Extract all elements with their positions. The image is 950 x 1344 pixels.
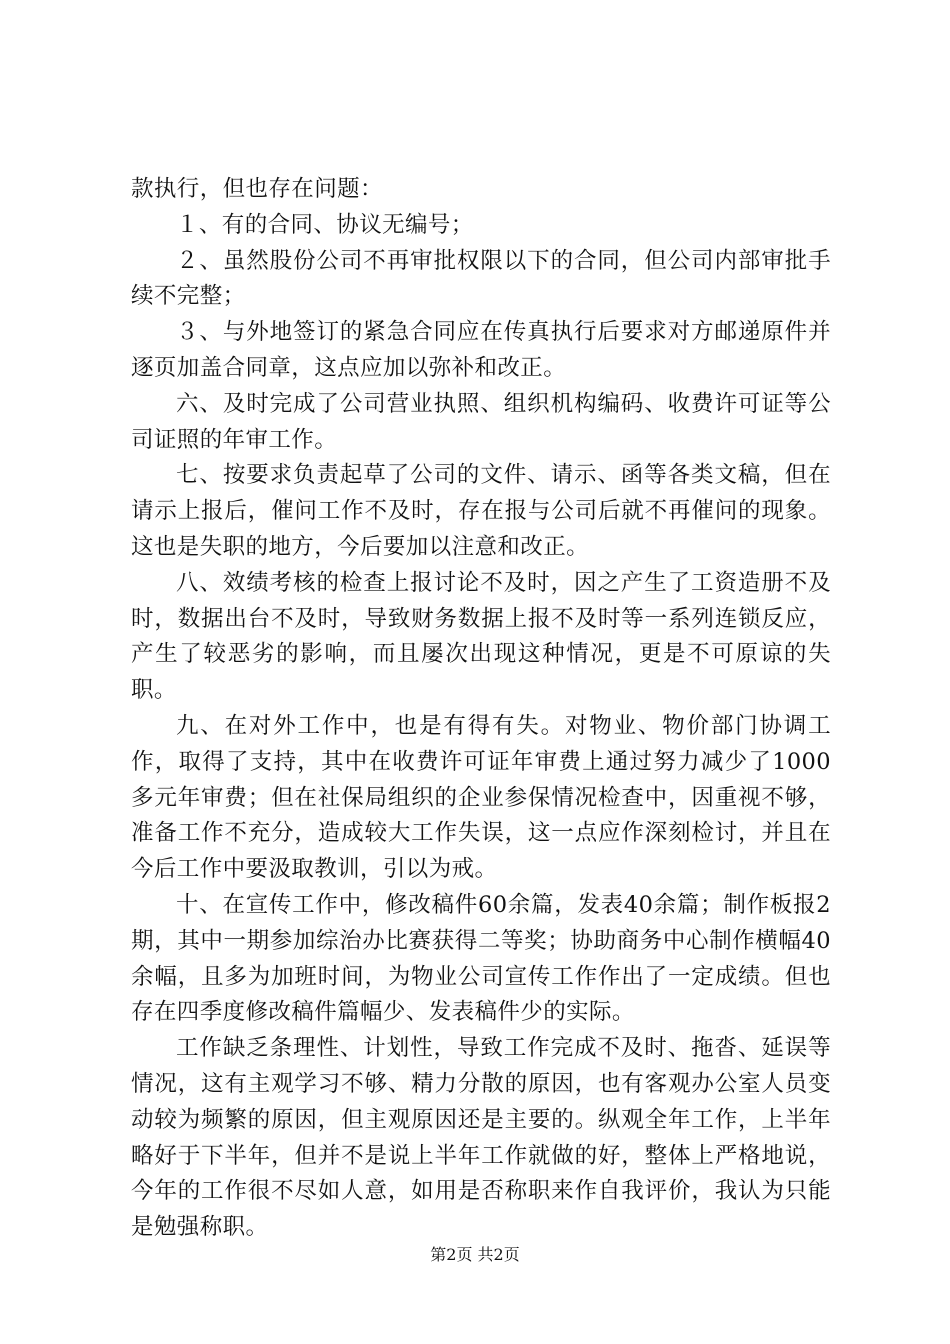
paragraph-nine: 九、在对外工作中，也是有得有失。对物业、物价部门协调工作，取得了支持，其中在收费许可证年审费上通过努力减少了1000多元年审费；但在社保局组织的企业参保情况检查中，因重视不够，准备工作不充分，造成较大工作失误，这一点应作深刻检讨，并且在今后工作中要汲取教训，引以为戒。 [131,712,831,883]
paragraph-eight: 八、效绩考核的检查上报讨论不及时，因之产生了工资造册不及时，数据出台不及时，导致财务数据上报不及时等一系列连锁反应，产生了较恶劣的影响，而且屡次出现这种情况，更是不可原谅的失职。 [131,569,831,704]
document-body [131,172,831,1246]
list-item-1: １、有的合同、协议无编号； [176,211,474,238]
paragraph-ten: 十、在宣传工作中，修改稿件60余篇，发表40余篇；制作板报2期，其中一期参加综治办比赛获得二等奖；协助商务中心制作横幅40余幅，且多为加班时间，为物业公司宣传工作作出了一定成绩。但也存在四季度修改稿件篇幅少、发表稿件少的实际。 [131,891,831,1026]
paragraph-seven: 七、按要求负责起草了公司的文件、请示、函等各类文稿，但在请示上报后，催问工作不及时，存在报与公司后就不再催问的现象。这也是失职的地方，今后要加以注意和改正。 [131,462,831,560]
page-footer: 第2页 共2页 [430,1245,520,1264]
paragraph-summary: 工作缺乏条理性、计划性，导致工作完成不及时、拖沓、延误等情况，这有主观学习不够、精力分散的原因，也有客观办公室人员变动较为频繁的原因，但主观原因还是主要的。纵观全年工作，上半年略好于下半年，但并不是说上半年工作就做的好，整体上严格地说，今年的工作很不尽如人意，如用是否称职来作自我评价，我认为只能是勉强称职。 [131,1035,831,1241]
paragraph-six: 六、及时完成了公司营业执照、组织机构编码、收费许可证等公司证照的年审工作。 [131,390,831,453]
list-item-3: ３、与外地签订的紧急合同应在传真执行后要求对方邮递原件并逐页加盖合同章，这点应加以弥补和改正。 [131,319,831,381]
paragraph-continuation: 款执行，但也存在问题： [131,176,383,202]
list-item-2: ２、虽然股份公司不再审批权限以下的合同，但公司内部审批手续不完整； [131,247,831,310]
